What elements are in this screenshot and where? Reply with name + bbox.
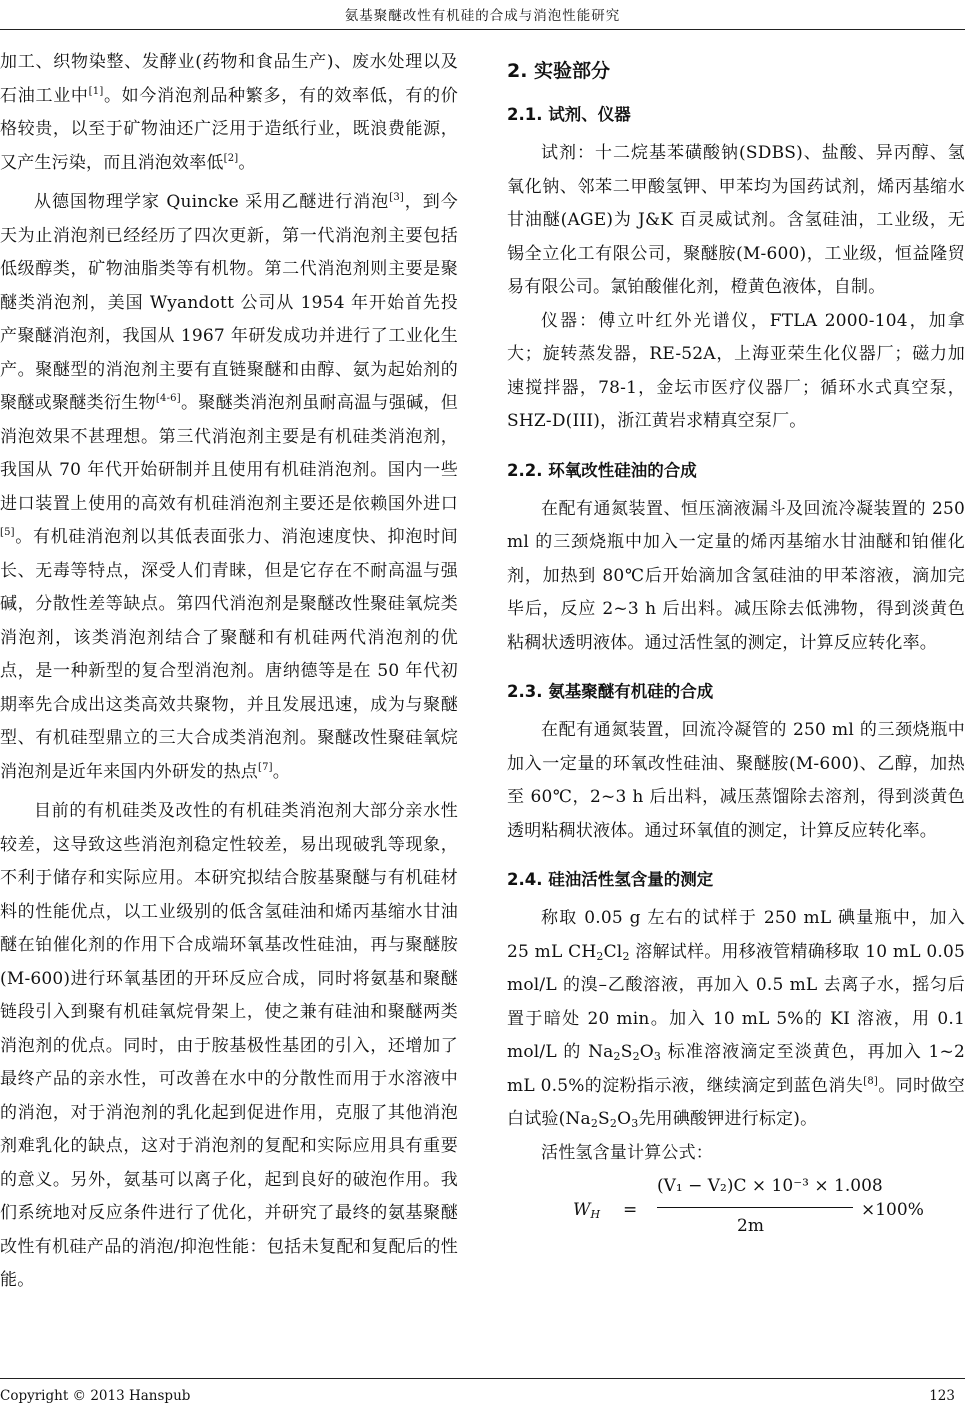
intro-paragraph-1: 加工、织物染整、发酵业(药物和食品生产)、废水处理以及石油工业中[1]。如今消泡剂品种繁多，有的效率低，有的价格较贵，以至于矿物油还广泛用于造纸行业，既浪费能源，又产生污染，而且消泡效率低[2]。	[0, 52, 459, 173]
formula-denominator: 2m	[737, 1216, 764, 1236]
formula-equals: =	[623, 1200, 638, 1220]
running-header: 氨基聚醚改性有机硅的合成与消泡性能研究	[344, 8, 621, 24]
subsection-heading-2-1: 2.1. 试剂、仪器	[507, 105, 631, 124]
formula-numerator: (V₁ − V₂)C × 10⁻³ × 1.008	[657, 1176, 883, 1196]
formula-multiplier: ×100%	[861, 1200, 924, 1220]
amino-synthesis-paragraph: 在配有通氮装置，回流冷凝管的 250 ml 的三颈烧瓶中加入一定量的环氧改性硅油、聚醚胺(M-600)、乙醇，加热至 60℃，2~3 h 后出料，减压蒸馏除去溶剂，得到淡黄色透明粘稠状液体。通过环氧值的测定，计算反应转化率。	[507, 720, 965, 841]
footer-rule	[0, 1378, 965, 1379]
subsection-heading-2-3: 2.3. 氨基聚醚有机硅的合成	[507, 682, 714, 701]
hydrogen-measurement-paragraph: 称取 0.05 g 左右的试样于 250 mL 碘量瓶中，加入 25 mL $CH_2Cl_2$ 溶解试样。用移液管精确移取 10 mL 0.05 mol/L 的溴–乙酸溶液，再加入 0.5 mL 去离子水，摇匀后置于暗处 20 min。加入 10 mL 5%的 KI 溶液，用 0.1 mol/L 的 $Na_2S_2O_3$ 标准溶液滴定至淡黄色，再加入 1~2 mL 0.5%的淀粉指示液，继续滴定到蓝色消失[8]。同时做空白试验($Na_2S_2O_3$先用碘酸钾进行标定)。	[507, 908, 965, 1130]
page-number: 123	[929, 1388, 955, 1404]
right-column	[507, 46, 965, 1256]
subsection-heading-2-2: 2.2. 环氧改性硅油的合成	[507, 460, 697, 480]
citation[interactable]: [2]	[223, 152, 239, 164]
section-heading: 2. 实验部分	[507, 60, 611, 82]
instruments-paragraph: 仪器：傅立叶红外光谱仪，FTLA 2000-104，加拿大；旋转蒸发器，RE-52A，上海亚荣生化仪器厂；磁力加速搅拌器，78-1，金坛市医疗仪器厂；循环水式真空泵，SHZ-D(III)，浙江黄岩求精真空泵厂。	[507, 310, 965, 431]
citation[interactable]: [8]	[863, 1075, 878, 1087]
citation[interactable]: [3]	[389, 192, 405, 203]
active-hydrogen-formula	[573, 1176, 965, 1256]
reagents-paragraph: 试剂：十二烷基苯磺酸钠(SDBS)、盐酸、异丙醇、氢氧化钠、邻苯二甲酸氢钾、甲苯均为国药试剂，烯丙基缩水甘油醚(AGE)为 J&K 百灵威试剂。含氢硅油，工业级，无锡全立化工有限公司，聚醚胺(M-600)，工业级，恒益隆贸易有限公司。氯铂酸催化剂，橙黄色液体，自制。	[507, 143, 965, 297]
intro-paragraph-2: 从德国物理学家 Quincke 采用乙醚进行消泡[3]，到今天为止消泡剂已经经历了四次更新，第一代消泡剂主要包括低级醇类，矿物油脂类等有机物。第二代消泡剂则主要是聚醚类消泡剂，美国 Wyandott 公司从 1954 年开始首先投产聚醚消泡剂，我国从 1967 年研发成功并进行了工业化生产。聚醚型的消泡剂主要有直链聚醚和由醇、氨为起始剂的聚醚或聚醚类衍生物[4-6]。聚醚类消泡剂虽耐高温与强碱，但消泡效果不甚理想。第三代消泡剂主要是有机硅类消泡剂，我国从 70 年代开始研制并且使用有机硅消泡剂。国内一些进口装置上使用的高效有机硅消泡剂主要还是依赖国外进口[5]。有机硅消泡剂以其低表面张力、消泡速度快、抑泡时间长、无毒等特点，深受人们青睐，但是它存在不耐高温与强碱，分散性差等缺点。第四代消泡剂是聚醚改性聚硅氧烷类消泡剂，该类消泡剂结合了聚醚和有机硅两代消泡剂的优点，是一种新型的复合型消泡剂。唐纳德等是在 50 年代初期率先合成出这类高效共聚物，并且发展迅速，成为与聚醚型、有机硅型鼎立的三大合成类消泡剂。聚醚改性聚硅氧烷消泡剂是近年来国内外研发的热点[7]。	[0, 192, 458, 782]
formula-lhs: $W_H$	[573, 1200, 601, 1221]
citation[interactable]: [7]	[258, 761, 273, 773]
citation[interactable]: [5]	[0, 527, 15, 538]
footer-copyright: Copyright © 2013 Hanspub	[0, 1388, 191, 1404]
fraction-bar	[657, 1207, 853, 1208]
citation[interactable]: [4-6]	[155, 393, 181, 404]
citation[interactable]: [1]	[88, 85, 104, 97]
intro-paragraph-3: 目前的有机硅类及改性的有机硅类消泡剂大部分亲水性较差，这导致这些消泡剂稳定性较差，易出现破乳等现象，不利于储存和实际应用。本研究拟结合胺基聚醚与有机硅材料的性能优点，以工业级别的低含氢硅油和烯丙基缩水甘油醚在铂催化剂的作用下合成端环氧基改性硅油，再与聚醚胺(M-600)进行环氧基团的开环反应合成，同时将氨基和聚醚链段引入到聚有机硅氧烷骨架上，使之兼有硅油和聚醚两类消泡剂的优点。同时，由于胺基极性基团的引入，还增加了最终产品的亲水性，可改善在水中的分散性而用于水溶液中的消泡，对于消泡剂的乳化起到促进作用，克服了其他消泡剂难乳化的缺点，这对于消泡剂的复配和实际应用具有重要的意义。另外，氨基可以离子化，起到良好的破泡作用。我们系统地对反应条件进行了优化，并研究了最终的氨基聚醚改性有机硅产品的消泡/抑泡性能：包括未复配和复配后的性能。	[0, 801, 458, 1290]
subsection-heading-2-4: 2.4. 硅油活性氢含量的测定	[507, 870, 714, 889]
header-rule	[0, 29, 965, 30]
left-column	[0, 46, 458, 1298]
formula-intro: 活性氢含量计算公式：	[541, 1142, 713, 1163]
epoxy-synthesis-paragraph: 在配有通氮装置、恒压滴液漏斗及回流冷凝装置的 250 ml 的三颈烧瓶中加入一定量的烯丙基缩水甘油醚和铂催化剂，加热到 80℃后开始滴加含氢硅油的甲苯溶液，滴加完毕后，反应 2~3 h 后出料。减压除去低沸物，得到淡黄色粘稠状透明液体。通过活性氢的测定，计算反应转化率。	[507, 498, 965, 653]
